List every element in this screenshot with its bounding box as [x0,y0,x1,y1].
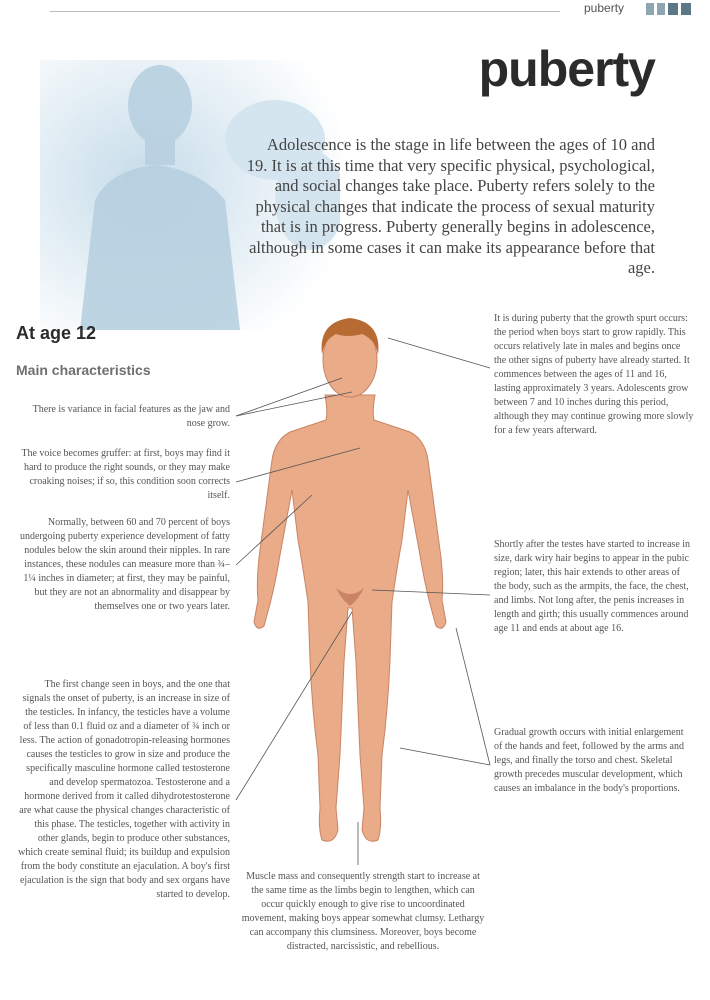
caption-growth-spurt: It is during puberty that the growth spurt occurs: the period when boys start to grow rapidly. This occurs relatively late in males and begins once the other signs of puberty have already started. It commences between the ages of 11 and 16, lasting approximately 3 years. Adolescents grow between 7 and 10 inches during this period, although they may continue growing more slowly for a few years afterward. [494,313,694,436]
caption-jaw: There is variance in facial features as the jaw and nose grow. [32,404,230,429]
caption-hair: Shortly after the testes have started to increase in size, dark wiry hair begins to appear in the pubic region; later, this hair extends to other areas of the body, such as the armpits, the face, the chest, and limbs. Not long after, the penis increases in length and girth; this usually commences around age 11 and ends at about age 16. [494,539,691,634]
section-heading: At age 12 [16,323,97,343]
caption-skeletal: Gradual growth occurs with initial enlargement of the hands and feet, followed by the arms and legs, and finally the torso and chest. Skeletal growth precedes muscular development, which causes an imbalance in the body's proportions. [494,727,684,794]
caption-nodules: Normally, between 60 and 70 percent of boys undergoing puberty experience development of fatty nodules below the skin around their nipples. In rare instances, these nodules can measure more than ¾–1¼ inches in diameter; at first, they may be painful, but they are not an abnormality and disappear by themselves one or two years later. [19,517,230,612]
intro-paragraph: Adolescence is the stage in life between the ages of 10 and 19. It is at this time that very specific physical, psychological, and social changes take place. Puberty refers solely to the physical changes that indicate the process of sexual maturity that is in progress. Puberty generally begins in adolescence, although in some cases it can make its appearance before that age. [246,135,655,277]
running-head: puberty [584,1,625,15]
caption-voice: The voice becomes gruffer: at first, boys may find it hard to produce the right sounds, or they may make croaking noises; if so, this condition soon corrects itself. [21,448,230,501]
page-title: puberty [478,41,655,97]
caption-muscle: Muscle mass and consequently strength start to increase at the same time as the limbs begin to lengthen, which can occur quickly enough to give rise to uncoordinated movement, making boys appear somewhat clumsy. Lethargy can accompany this clumsiness. Moreover, boys become distracted, narcissistic, and rebellious. [241,871,485,952]
caption-testicles: The first change seen in boys, and the one that signals the onset of puberty, is an increase in size of the testicles. In infancy, the testicles have a volume of less than 0.1 fluid oz and a diameter of ¾ inch or less. The action of gonadotropin-releasing hormones causes the testicles to grow in size and produce the specifically masculine hormone called testosterone and develop spermatozoa. Testosterone and a hormone derived from it called dihydrotestosterone are what cause the physical changes characteristic of this phase. The testicles, together with activity in other glands, begin to produce other substances, which create seminal fluid; its buildup and expulsion from the body constitute an ejaculation. A boy's first ejaculation is the sign that body and sex organs have started to develop. [18,679,230,900]
section-subheading: Main characteristics [16,362,151,378]
